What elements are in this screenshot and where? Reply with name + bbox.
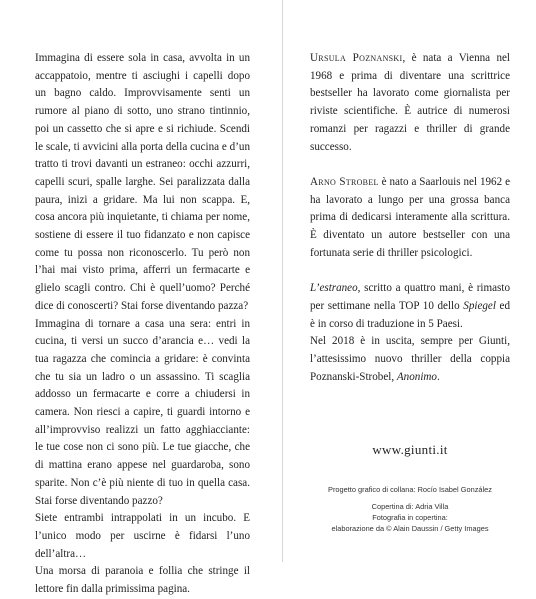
- author-bio-text-strobel: è nato a Saarlouis nel 1962 e ha lavorato a lungo per una grossa banca prima di dedicarsi interamente alla scrittura. È diventato un autore bestseller con una fortunata serie di thriller psicologici.: [310, 175, 510, 259]
- upcoming-title: Anonimo: [396, 370, 437, 383]
- synopsis-paragraph-3: Siete entrambi intrappolati in un incubo. E l’unico modo per uscirne è fidarsi l’uno dell’altra…: [35, 512, 250, 560]
- upcoming-text: Nel 2018 è in uscita, sempre per Giunti, l’attesissimo nuovo thriller della coppia Poznanski-Strobel,: [310, 335, 510, 383]
- synopsis-paragraph-1: Immagina di essere sola in casa, avvolta in un accappatoio, mentre ti asciughi i capelli dopo un bagno caldo. Improvvisamente senti un rumore al piano di sotto, uno strano tintinnio, poi un cassetto che si apre e si richiude. Scendi le scale, ti avvicini alla porta della cucina e d’un tratto ti trovi davanti un estraneo: occhi azzurri, capelli scuri, spalle larghe. Sei paralizzata dalla paura, inizi a gridare. Ma lui non scappa. E, cosa ancora più inquietante, ti chiama per nome, sostiene di essere il tuo fidanzato e non capisce come tu possa non riconoscerlo. Tu però non l’hai mai visto prima, afferri un fermacarte e glielo scagli contro. Chi è quell’uomo? Perché dice di conoscerti? Stai forse diventando pazza?: [35, 52, 250, 312]
- author-name-poznanski: Ursula Poznanski: [310, 52, 403, 64]
- book-title: L’estraneo: [310, 282, 358, 295]
- photo-credit-label: Fotografia in copertina:: [372, 513, 448, 522]
- publisher-website[interactable]: www.giunti.it: [372, 442, 448, 457]
- author-bio-strobel: [310, 174, 510, 263]
- book-info: [310, 280, 510, 333]
- series-design-credit: Progetto grafico di collana: Rocío Isabel González: [328, 485, 492, 494]
- book-info-text-end: ed è in corso di traduzione in 5 Paesi.: [310, 299, 510, 330]
- synopsis-paragraph-4: Una morsa di paranoia e follia che stringe il lettore fin dalla primissima pagina.: [35, 565, 250, 596]
- author-name-strobel: Arno Strobel: [310, 175, 379, 188]
- author-bio-poznanski: [310, 50, 510, 156]
- upcoming-end: .: [436, 370, 440, 383]
- author-bio-text-poznanski: , è nata a Vienna nel 1968 e prima di diventare una scrittrice bestseller ha lavorato come giornalista per riviste scientifiche. È autrice di numerosi romanzi per ragazzi e thriller di grande successo.: [310, 52, 511, 153]
- synopsis-paragraph-2: Immagina di tornare a casa una sera: entri in cucina, ti versi un succo d’arancia e… vedi la tua ragazza che comincia a gridare: è convinta che tu sia un ladro o un assassino. Ti scaglia addosso un fermacarte e corre a chiudersi in camera. Non riesci a capire, ti guardi intorno e all’improvviso realizzi un fatto agghiacciante: le tue cose non ci sono più. Le tue giacche, che di mattina erano appese nel guardaroba, sono sparite. Non c’è più niente di tuo in quella casa. Stai forse diventando pazzo?: [35, 317, 250, 507]
- magazine-name: Spiegel: [463, 299, 496, 312]
- upcoming-book: [310, 333, 510, 386]
- photo-credit: elaborazione da © Alain Daussin / Getty Images: [331, 524, 489, 533]
- cover-credit: Copertina di: Adria Villa: [371, 502, 449, 511]
- paragraph-gap: [310, 156, 510, 174]
- credits: [310, 484, 510, 534]
- column-divider: [282, 0, 283, 562]
- book-info-text: , scritto a quattro mani, è rimasto per settimane nella TOP 10 dello: [310, 282, 510, 312]
- synopsis-column: [35, 50, 250, 599]
- authors-column: [310, 50, 510, 386]
- paragraph-gap: [310, 262, 510, 280]
